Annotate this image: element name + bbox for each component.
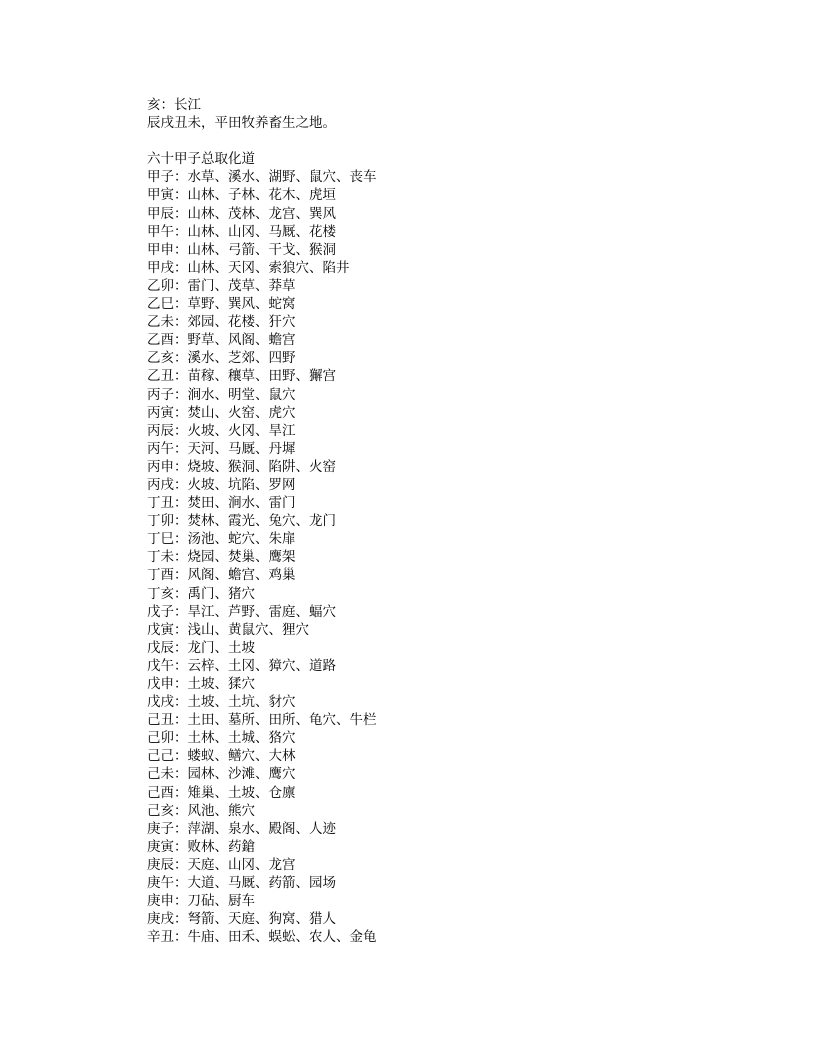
list-item: 丁未：烧园、焚巢、鹰架	[147, 549, 296, 566]
list-item: 庚寅：败林、药鎗	[147, 838, 255, 855]
list-item: 庚辰：天庭、山冈、龙宫	[147, 856, 296, 873]
list-item: 戊戌：土坡、土坑、豺穴	[147, 694, 296, 711]
list-item: 庚戌：弩箭、天庭、狗窝、猎人	[147, 911, 336, 928]
intro-line: 亥：长江	[147, 97, 201, 113]
list-item: 丁丑：焚田、涧水、雷门	[147, 495, 296, 512]
list-item: 己丑：土田、墓所、田所、龟穴、牛栏	[147, 712, 377, 729]
list-item: 戊午：云梓、土冈、獐穴、道路	[147, 657, 336, 674]
list-item: 戊子：旱江、芦野、雷庭、蝠穴	[147, 603, 336, 620]
list-item: 甲辰：山林、茂林、龙宫、巽风	[147, 205, 336, 222]
list-item: 己卯：土林、土城、狢穴	[147, 730, 296, 747]
document-text	[147, 96, 707, 946]
list-item: 乙巳：草野、巽风、蛇窝	[147, 296, 296, 313]
list-item: 戊寅：浅山、黄鼠穴、狸穴	[147, 621, 309, 638]
blank-line	[147, 132, 707, 150]
list-item: 己酉：雉巢、土坡、仓廪	[147, 784, 296, 801]
list-item: 乙酉：野草、风阁、蟾宫	[147, 332, 296, 349]
list-item: 乙丑：苗稼、穰草、田野、獬宫	[147, 368, 336, 385]
list-item: 丁巳：汤池、蛇穴、朱扉	[147, 531, 296, 548]
list-item: 丙午：天河、马厩、丹墀	[147, 440, 296, 457]
list-item: 丙申：烧坡、猴洞、陷阱、火窑	[147, 458, 336, 475]
entry-list	[147, 168, 707, 946]
list-item: 戊申：土坡、猱穴	[147, 676, 255, 692]
list-item: 乙亥：溪水、芝郊、四野	[147, 350, 296, 367]
list-item: 甲申：山林、弓箭、干戈、猴洞	[147, 241, 336, 258]
list-item: 己未：园林、沙滩、鹰穴	[147, 766, 296, 783]
list-item: 戊辰：龙门、土坡	[147, 639, 255, 656]
list-item: 丁酉：风阁、蟾宫、鸡巢	[147, 567, 296, 584]
list-item: 丙戌：火坡、坑陷、罗网	[147, 476, 296, 493]
list-item: 辛丑：牛庙、田禾、蜈蚣、农人、金龟	[147, 929, 377, 946]
list-item: 庚子：萍湖、泉水、殿阁、人迹	[147, 820, 336, 837]
list-item: 甲午：山林、山冈、马厩、花楼	[147, 223, 336, 240]
list-item: 己己：蝼蚁、鳝穴、大林	[147, 748, 296, 765]
list-item: 甲戌：山林、天冈、索狼穴、陷井	[147, 259, 350, 276]
list-item: 甲寅：山林、子林、花木、虎垣	[147, 187, 336, 204]
list-item: 甲子：水草、溪水、湖野、鼠穴、丧车	[147, 169, 377, 186]
list-item: 丙寅：焚山、火窑、虎穴	[147, 404, 296, 421]
list-item: 庚午：大道、马厩、药箭、园场	[147, 875, 336, 892]
intro-line: 辰戌丑未，平田牧养畜生之地。	[147, 115, 336, 132]
list-item: 丁卯：焚林、霞光、兔穴、龙门	[147, 513, 336, 530]
list-item: 乙卯：雷门、茂草、莽草	[147, 277, 296, 294]
list-item: 庚申：刀砧、厨车	[147, 893, 255, 910]
list-item: 丙子：涧水、明堂、鼠穴	[147, 386, 296, 403]
list-item: 丙辰：火坡、火冈、旱江	[147, 422, 296, 439]
section-title: 六十甲子总取化道	[147, 151, 255, 168]
list-item: 己亥：风池、熊穴	[147, 802, 255, 819]
list-item: 乙未：郊园、花楼、犴穴	[147, 314, 296, 331]
list-item: 丁亥：禹门、猪穴	[147, 585, 255, 602]
